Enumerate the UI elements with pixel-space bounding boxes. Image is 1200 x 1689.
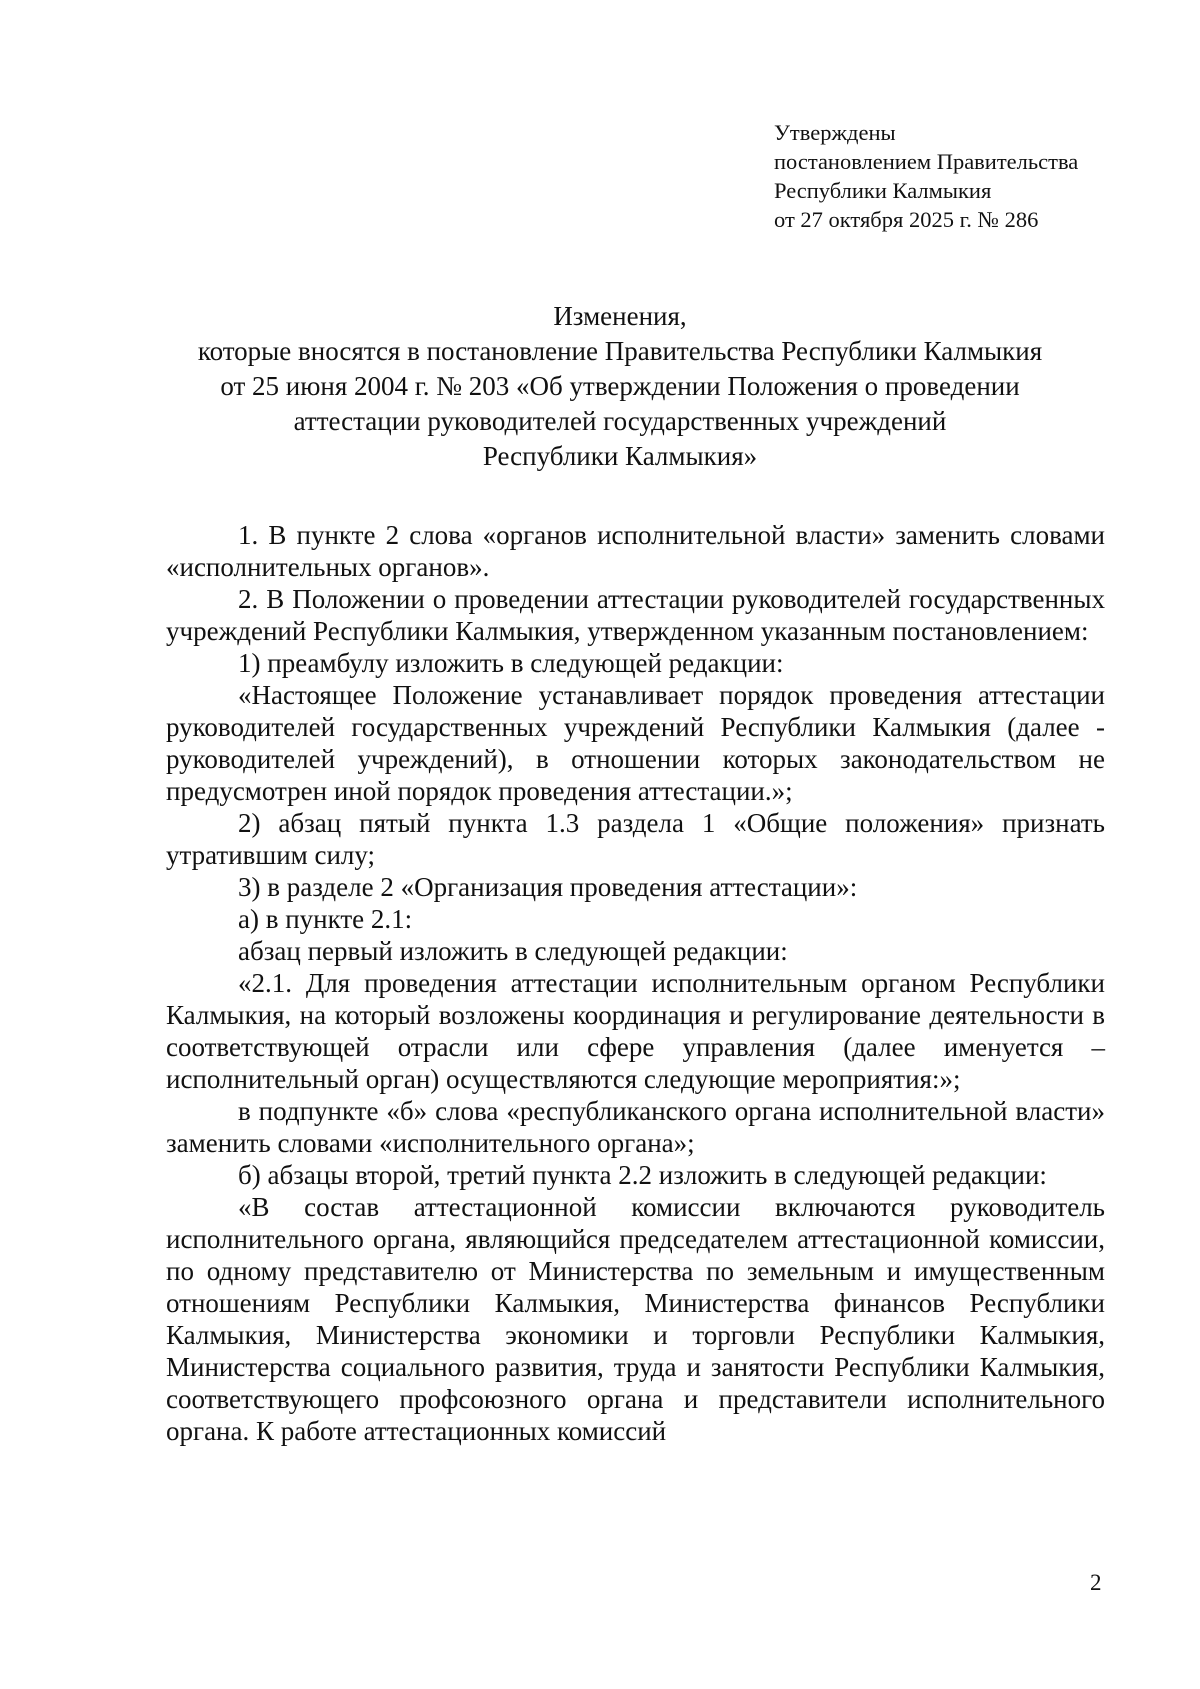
body-paragraph: «2.1. Для проведения аттестации исполнительным органом Республики Калмыкия, на который возложены координация и регулирование деятельности в соответствующей отрасли или сфере управления (далее именуется – исполнительный орган) осуществляются следующие мероприятия:»;	[166, 968, 1105, 1094]
approval-line: постановлением Правительства	[774, 149, 1079, 174]
approval-line: от 27 октября 2025 г. № 286	[774, 207, 1039, 232]
body-paragraph: абзац первый изложить в следующей редакции:	[238, 936, 788, 966]
title-line: аттестации руководителей государственных учреждений	[293, 406, 947, 436]
body-paragraph: б) абзацы второй, третий пункта 2.2 изложить в следующей редакции:	[238, 1160, 1047, 1190]
body-paragraph: «В состав аттестационной комиссии включаются руководитель исполнительного органа, являющийся председателем аттестационной комиссии, по одному представителю от Министерства по земельным и имущественным отношениям Республики Калмыкия, Министерства финансов Республики Калмыкия, Министерства экономики и торговли Республики Калмыкия, Министерства социального развития, труда и занятости Республики Калмыкия, соответствующего профсоюзного органа и представители исполнительного органа. К работе аттестационных комиссий	[166, 1192, 1105, 1446]
body-paragraph: 1) преамбулу изложить в следующей редакции:	[238, 648, 784, 678]
title-line: Республики Калмыкия»	[482, 441, 758, 471]
body-paragraph: 2) абзац пятый пункта 1.3 раздела 1 «Общие положения» признать утратившим силу;	[166, 808, 1105, 870]
approval-block	[774, 118, 1078, 234]
title-line: от 25 июня 2004 г. № 203 «Об утверждении Положения о проведении	[220, 371, 1020, 401]
document-body	[166, 519, 1105, 1447]
body-paragraph: «Настоящее Положение устанавливает порядок проведения аттестации руководителей государственных учреждений Республики Калмыкия (далее - руководителей учреждений), в отношении которых законодательством не предусмотрен иной порядок проведения аттестации.»;	[166, 680, 1105, 806]
approval-line: Республики Калмыкия	[774, 178, 992, 203]
page-number: 2	[1090, 1570, 1102, 1595]
title-line: которые вносятся в постановление Правительства Республики Калмыкия	[197, 336, 1043, 366]
body-paragraph: 2. В Положении о проведении аттестации руководителей государственных учреждений Республики Калмыкия, утвержденном указанным постановлением:	[166, 584, 1105, 646]
body-paragraph: 3) в разделе 2 «Организация проведения аттестации»:	[238, 872, 858, 902]
body-paragraph: а) в пункте 2.1:	[238, 904, 413, 934]
title-line: Изменения,	[553, 301, 687, 331]
body-paragraph: в подпункте «б» слова «республиканского органа исполнительной власти» заменить словами «исполнительного органа»;	[166, 1096, 1105, 1158]
body-paragraph: 1. В пункте 2 слова «органов исполнительной власти» заменить словами «исполнительных органов».	[166, 520, 1105, 582]
approval-line: Утверждены	[774, 120, 896, 145]
document-title	[120, 299, 1120, 474]
